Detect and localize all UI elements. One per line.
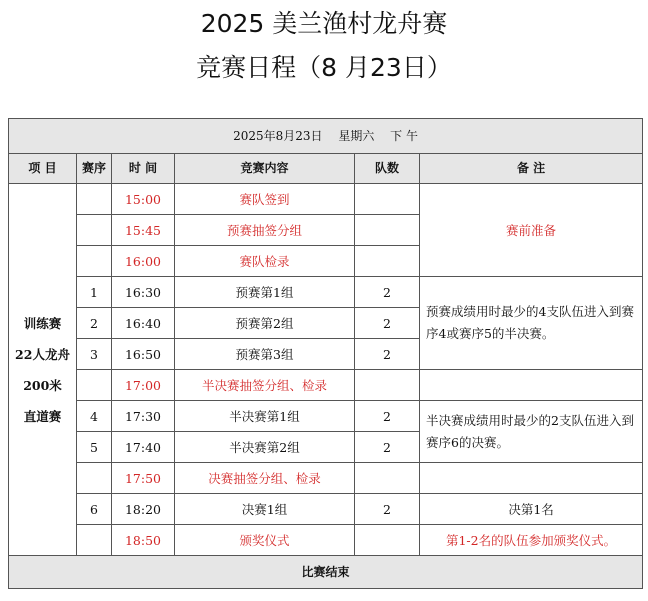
header-seq: 赛序: [77, 154, 112, 184]
content-cell: 决赛1组: [175, 494, 355, 525]
content-cell: 半决赛第2组: [175, 432, 355, 463]
time-cell: 18:50: [112, 525, 175, 556]
seq-cell: 3: [77, 339, 112, 370]
time-cell: 16:50: [112, 339, 175, 370]
project-cell: [9, 184, 77, 556]
teams-cell: [355, 246, 420, 277]
seq-cell: 5: [77, 432, 112, 463]
table-row: [9, 277, 643, 308]
note-award: 第1-2名的队伍参加颁奖仪式。: [420, 525, 643, 556]
project-line-4: 直道赛: [23, 408, 62, 424]
page-subtitle: 竞赛日程（8 月23日）: [196, 53, 452, 82]
content-cell: 预赛抽签分组: [175, 215, 355, 246]
teams-cell: 2: [355, 339, 420, 370]
content-cell: 赛队签到: [175, 184, 355, 215]
content-cell: 半决赛抽签分组、检录: [175, 370, 355, 401]
seq-cell: [77, 525, 112, 556]
header-project: 项 目: [9, 154, 77, 184]
page-title: 2025 美兰渔村龙舟赛: [200, 9, 448, 38]
table-row: [9, 525, 643, 556]
seq-cell: [77, 246, 112, 277]
note-semi: 半决赛成绩用时最少的2支队伍进入到赛序6的决赛。: [420, 401, 643, 463]
time-cell: 16:30: [112, 277, 175, 308]
note-empty: [420, 463, 643, 494]
project-line-2: 22人龙舟: [15, 346, 70, 362]
date-bar: 2025年8月23日 星期六 下 午: [9, 119, 643, 154]
table-row: [9, 184, 643, 215]
time-cell: 17:50: [112, 463, 175, 494]
content-cell: 决赛抽签分组、检录: [175, 463, 355, 494]
teams-cell: [355, 463, 420, 494]
table-row: [9, 494, 643, 525]
content-cell: 预赛第2组: [175, 308, 355, 339]
time-cell: 18:20: [112, 494, 175, 525]
teams-cell: [355, 215, 420, 246]
footer-text: 比赛结束: [9, 556, 643, 589]
project-line-3: 200米: [23, 377, 62, 393]
header-content: 竞赛内容: [175, 154, 355, 184]
teams-cell: [355, 370, 420, 401]
table-row: [9, 370, 643, 401]
table-row: [9, 463, 643, 494]
time-cell: 17:40: [112, 432, 175, 463]
content-cell: 预赛第1组: [175, 277, 355, 308]
schedule-table: [8, 118, 643, 589]
seq-cell: 2: [77, 308, 112, 339]
seq-cell: 6: [77, 494, 112, 525]
teams-cell: 2: [355, 277, 420, 308]
seq-cell: [77, 215, 112, 246]
header-notes: 备 注: [420, 154, 643, 184]
note-final: 决第1名: [420, 494, 643, 525]
teams-cell: [355, 525, 420, 556]
content-cell: 半决赛第1组: [175, 401, 355, 432]
header-time: 时 间: [112, 154, 175, 184]
time-cell: 16:40: [112, 308, 175, 339]
date-bar-row: [9, 119, 643, 154]
time-cell: 15:45: [112, 215, 175, 246]
content-cell: 预赛第3组: [175, 339, 355, 370]
project-line-1: 训练赛: [23, 315, 62, 331]
table-header-row: [9, 154, 643, 184]
teams-cell: 2: [355, 432, 420, 463]
content-cell: 颁奖仪式: [175, 525, 355, 556]
teams-cell: 2: [355, 308, 420, 339]
seq-cell: 1: [77, 277, 112, 308]
teams-cell: 2: [355, 494, 420, 525]
note-empty: [420, 370, 643, 401]
time-cell: 16:00: [112, 246, 175, 277]
seq-cell: [77, 184, 112, 215]
note-prelim: 预赛成绩用时最少的4支队伍进入到赛序4或赛序5的半决赛。: [420, 277, 643, 370]
table-row: [9, 401, 643, 432]
seq-cell: [77, 463, 112, 494]
footer-row: [9, 556, 643, 589]
seq-cell: [77, 370, 112, 401]
time-cell: 17:00: [112, 370, 175, 401]
note-prep: 赛前准备: [420, 184, 643, 277]
seq-cell: 4: [77, 401, 112, 432]
content-cell: 赛队检录: [175, 246, 355, 277]
header-teams: 队数: [355, 154, 420, 184]
teams-cell: [355, 184, 420, 215]
teams-cell: 2: [355, 401, 420, 432]
time-cell: 17:30: [112, 401, 175, 432]
time-cell: 15:00: [112, 184, 175, 215]
